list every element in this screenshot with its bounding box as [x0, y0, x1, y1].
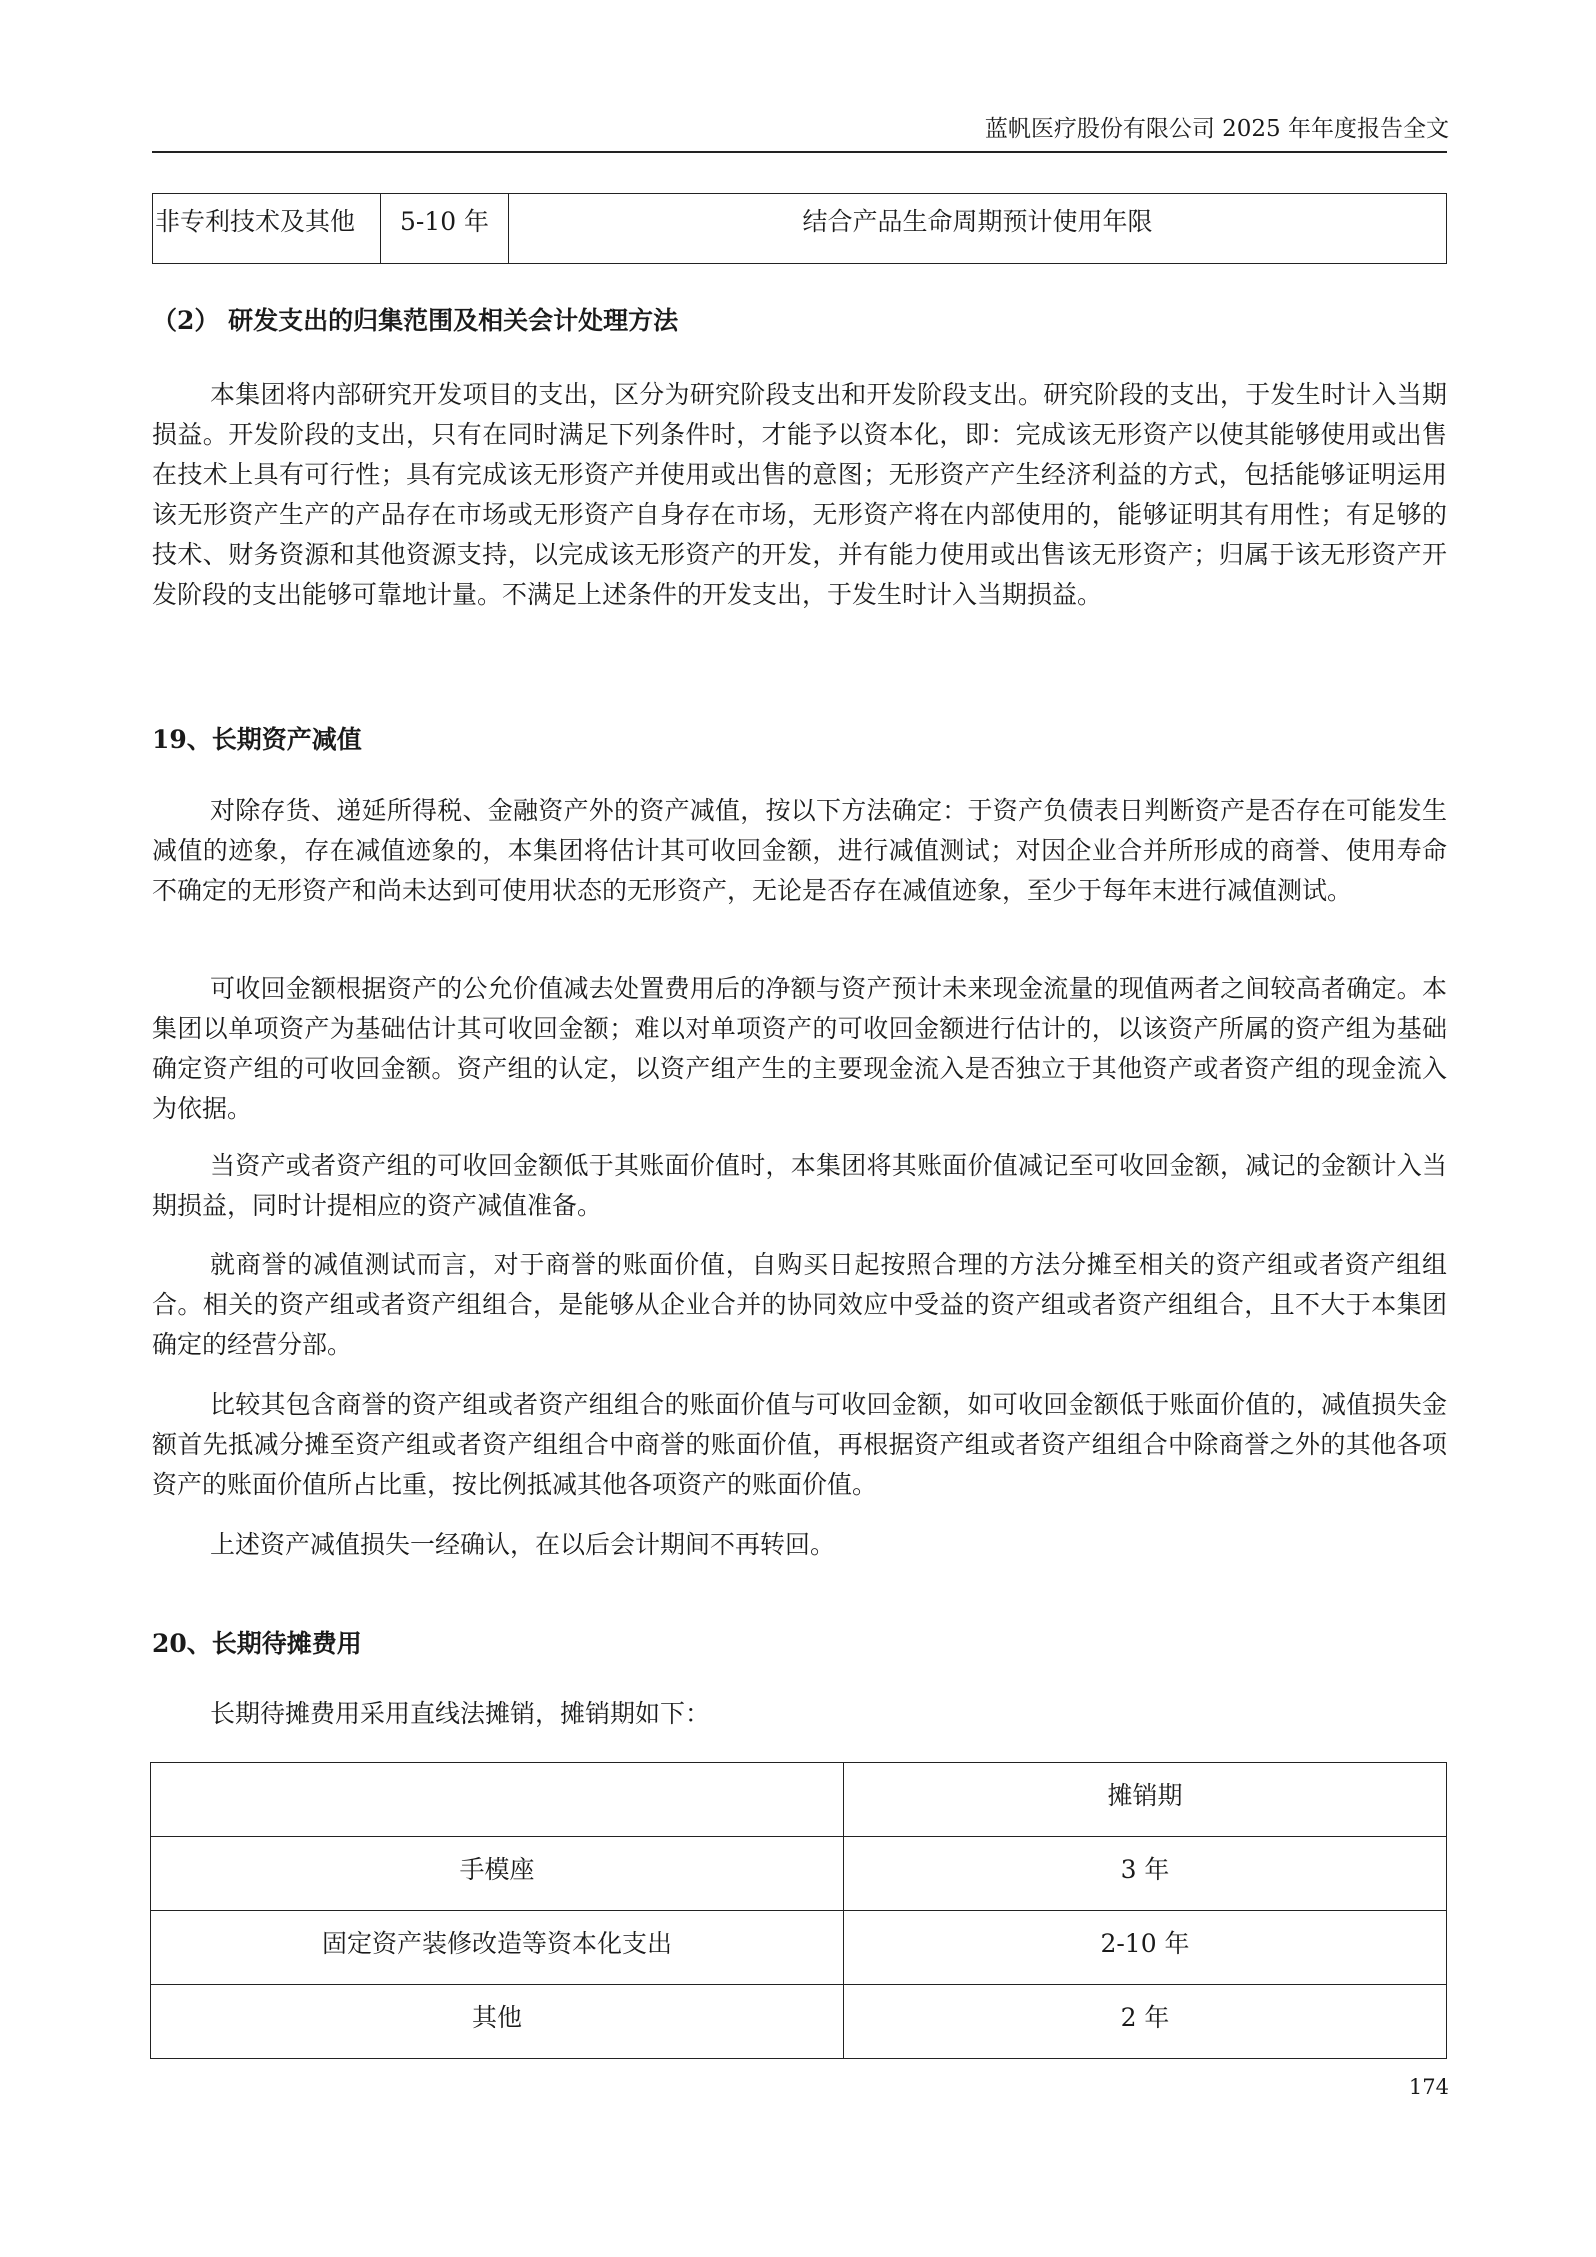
paragraph: 可收回金额根据资产的公允价值减去处置费用后的净额与资产预计未来现金流量的现值两者之间较高者确定。本集团以单项资产为基础估计其可收回金额；难以对单项资产的可收回金额进行估计的，以该资产所属的资产组为基础确定资产组的可收回金额。资产组的认定，以资产组产生的主要现金流入是否独立于其他资产或者资产组的现金流入为依据。 — [152, 974, 1447, 1123]
intangible-assets-table — [152, 193, 1447, 264]
paragraph: 本集团将内部研究开发项目的支出，区分为研究阶段支出和开发阶段支出。研究阶段的支出，于发生时计入当期损益。开发阶段的支出，只有在同时满足下列条件时，才能予以资本化，即：完成该无形资产以使其能够使用或出售在技术上具有可行性；具有完成该无形资产并使用或出售的意图；无形资产产生经济利益的方式，包括能够证明运用该无形资产生产的产品存在市场或无形资产自身存在市场，无形资产将在内部使用的，能够证明其有用性；有足够的技术、财务资源和其他资源支持，以完成该无形资产的开发，并有能力使用或出售该无形资产；归属于该无形资产开发阶段的支出能够可靠地计量。不满足上述条件的开发支出，于发生时计入当期损益。 — [152, 380, 1447, 609]
table-cell: 手模座 — [151, 1837, 844, 1911]
paragraph: 当资产或者资产组的可收回金额低于其账面价值时，本集团将其账面价值减记至可收回金额，减记的金额计入当期损益，同时计提相应的资产减值准备。 — [152, 1151, 1447, 1220]
paragraph: 长期待摊费用采用直线法摊销，摊销期如下： — [210, 1699, 711, 1728]
table-row — [151, 1837, 1447, 1911]
section-heading-rd: （2） 研发支出的归集范围及相关会计处理方法 — [152, 306, 679, 335]
table-header-row — [151, 1763, 1447, 1837]
table-cell: 2 年 — [844, 1985, 1447, 2059]
paragraph: 上述资产减值损失一经确认，在以后会计期间不再转回。 — [210, 1530, 836, 1559]
table-row — [153, 194, 1447, 264]
table-cell: 3 年 — [844, 1837, 1447, 1911]
section-heading-deferred-expenses: 20、长期待摊费用 — [152, 1629, 362, 1658]
table-cell: 2-10 年 — [844, 1911, 1447, 1985]
table-row — [151, 1985, 1447, 2059]
table-cell: 5-10 年 — [381, 194, 509, 264]
table-row — [151, 1911, 1447, 1985]
page-number: 174 — [1408, 2075, 1449, 2099]
paragraph: 比较其包含商誉的资产组或者资产组组合的账面价值与可收回金额，如可收回金额低于账面价值的，减值损失金额首先抵减分摊至资产组或者资产组组合中商誉的账面价值，再根据资产组或者资产组组合中除商誉之外的其他各项资产的账面价值所占比重，按比例抵减其他各项资产的账面价值。 — [152, 1390, 1447, 1499]
paragraph: 对除存货、递延所得税、金融资产外的资产减值，按以下方法确定：于资产负债表日判断资产是否存在可能发生减值的迹象，存在减值迹象的，本集团将估计其可收回金额，进行减值测试；对因企业合并所形成的商誉、使用寿命不确定的无形资产和尚未达到可使用状态的无形资产，无论是否存在减值迹象，至少于每年末进行减值测试。 — [152, 796, 1447, 905]
table-cell: 非专利技术及其他 — [153, 194, 381, 264]
table-header-cell — [151, 1763, 844, 1837]
section-heading-impairment: 19、长期资产减值 — [152, 725, 362, 754]
amortization-table — [150, 1762, 1447, 2059]
page-header-title: 蓝帆医疗股份有限公司 2025 年年度报告全文 — [984, 116, 1449, 142]
header-divider — [152, 151, 1447, 153]
table-cell: 结合产品生命周期预计使用年限 — [509, 194, 1447, 264]
table-header-cell: 摊销期 — [844, 1763, 1447, 1837]
table-cell: 固定资产装修改造等资本化支出 — [151, 1911, 844, 1985]
table-cell: 其他 — [151, 1985, 844, 2059]
paragraph: 就商誉的减值测试而言，对于商誉的账面价值，自购买日起按照合理的方法分摊至相关的资产组或者资产组组合。相关的资产组或者资产组组合，是能够从企业合并的协同效应中受益的资产组或者资产组组合，且不大于本集团确定的经营分部。 — [152, 1250, 1447, 1359]
